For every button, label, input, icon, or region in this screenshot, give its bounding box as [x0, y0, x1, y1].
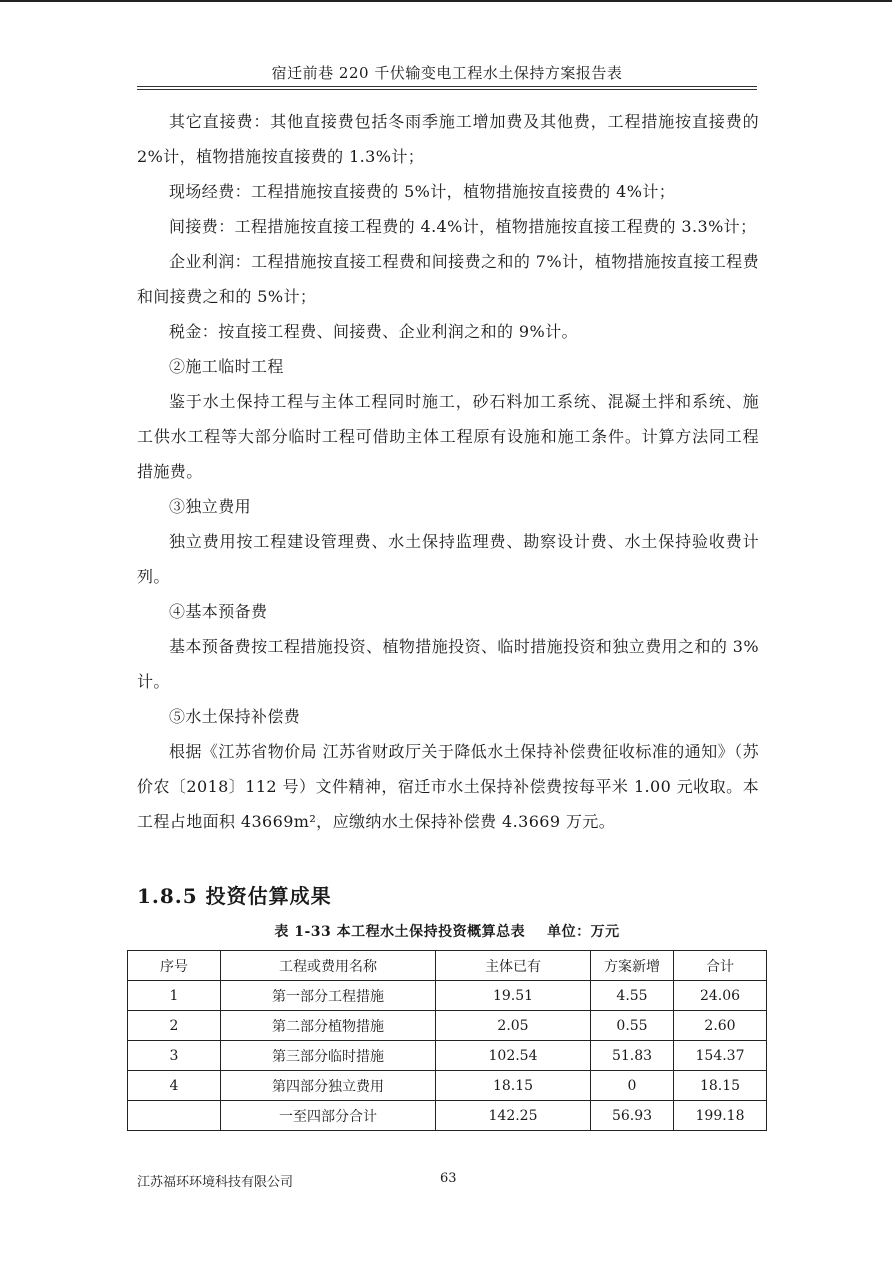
cell-total: 18.15 — [674, 1071, 767, 1101]
cell-total: 199.18 — [674, 1101, 767, 1131]
table-row — [128, 1041, 767, 1071]
cell-index: 1 — [128, 981, 221, 1011]
paragraph-tax: 税金：按直接工程费、间接费、企业利润之和的 9%计。 — [169, 322, 578, 341]
cell-new: 56.93 — [591, 1101, 674, 1131]
paragraph-compensation-fee: 根据《江苏省物价局 江苏省财政厅关于降低水土保持补偿费征收标准的通知》（苏价农〔2018〕112 号）文件精神，宿迁市水土保持补偿费按每平米 1.00 元收取。本工程占地面积 43669m²，应缴纳水土保持补偿费 4.3669 万元。 — [137, 742, 759, 831]
subheading-temporary-works: ②施工临时工程 — [169, 357, 284, 376]
cell-existing: 2.05 — [436, 1011, 591, 1041]
cell-index: 4 — [128, 1071, 221, 1101]
cell-new: 0.55 — [591, 1011, 674, 1041]
cell-name: 第一部分工程措施 — [221, 981, 436, 1011]
section-heading: 1.8.5 投资估算成果 — [137, 884, 332, 908]
table-caption — [127, 921, 767, 941]
paragraph-independent-cost: 独立费用按工程建设管理费、水土保持监理费、勘察设计费、水土保持验收费计列。 — [137, 532, 759, 586]
cell-new: 51.83 — [591, 1041, 674, 1071]
page-header-title: 宿迁前巷 220 千伏输变电工程水土保持方案报告表 — [271, 64, 623, 82]
table-header-row — [128, 951, 767, 981]
cell-name: 第四部分独立费用 — [221, 1071, 436, 1101]
cell-existing: 18.15 — [436, 1071, 591, 1101]
cell-index — [128, 1101, 221, 1131]
top-border-line — [0, 0, 892, 2]
investment-summary-table — [127, 950, 767, 1131]
cell-index: 2 — [128, 1011, 221, 1041]
cell-existing: 102.54 — [436, 1041, 591, 1071]
body-text — [137, 104, 759, 839]
subheading-independent-cost: ③独立费用 — [169, 497, 252, 516]
table-total-row — [128, 1101, 767, 1131]
table-caption-unit: 单位：万元 — [547, 924, 620, 940]
header-cell-index: 序号 — [128, 951, 221, 981]
paragraph-profit: 企业利润：工程措施按直接工程费和间接费之和的 7%计，植物措施按直接工程费和间接费之和的 5%计； — [137, 252, 759, 306]
header-cell-existing: 主体已有 — [436, 951, 591, 981]
header-rule-secondary — [137, 89, 757, 90]
header-cell-name: 工程或费用名称 — [221, 951, 436, 981]
cell-name: 第三部分临时措施 — [221, 1041, 436, 1071]
paragraph-indirect-cost: 间接费：工程措施按直接工程费的 4.4%计，植物措施按直接工程费的 3.3%计； — [169, 217, 757, 236]
cell-index: 3 — [128, 1041, 221, 1071]
paragraph-temporary-works: 鉴于水土保持工程与主体工程同时施工，砂石料加工系统、混凝土拌和系统、施工供水工程等大部分临时工程可借助主体工程原有设施和施工条件。计算方法同工程措施费。 — [137, 392, 759, 481]
table-row — [128, 981, 767, 1011]
cell-existing: 142.25 — [436, 1101, 591, 1131]
header-cell-new: 方案新增 — [591, 951, 674, 981]
cell-total: 24.06 — [674, 981, 767, 1011]
table-row — [128, 1071, 767, 1101]
cell-total: 154.37 — [674, 1041, 767, 1071]
paragraph-reserve-fee: 基本预备费按工程措施投资、植物措施投资、临时措施投资和独立费用之和的 3%计。 — [137, 637, 759, 691]
header-rule — [137, 86, 757, 87]
page-number: 63 — [440, 1171, 457, 1186]
subheading-compensation-fee: ⑤水土保持补偿费 — [169, 707, 301, 726]
header-cell-total: 合计 — [674, 951, 767, 981]
paragraph-site-cost: 现场经费：工程措施按直接费的 5%计，植物措施按直接费的 4%计； — [169, 182, 676, 201]
table-caption-title: 表 1-33 本工程水土保持投资概算总表 — [274, 924, 526, 940]
paragraph-other-direct-cost: 其它直接费：其他直接费包括冬雨季施工增加费及其他费，工程措施按直接费的 2%计，植物措施按直接费的 1.3%计； — [137, 112, 759, 166]
footer-company: 江苏福环环境科技有限公司 — [137, 1175, 294, 1190]
table-row — [128, 1011, 767, 1041]
cell-total: 2.60 — [674, 1011, 767, 1041]
subheading-reserve-fee: ④基本预备费 — [169, 602, 268, 621]
cell-existing: 19.51 — [436, 981, 591, 1011]
cell-new: 4.55 — [591, 981, 674, 1011]
cell-name: 一至四部分合计 — [221, 1101, 436, 1131]
cell-name: 第二部分植物措施 — [221, 1011, 436, 1041]
cell-new: 0 — [591, 1071, 674, 1101]
